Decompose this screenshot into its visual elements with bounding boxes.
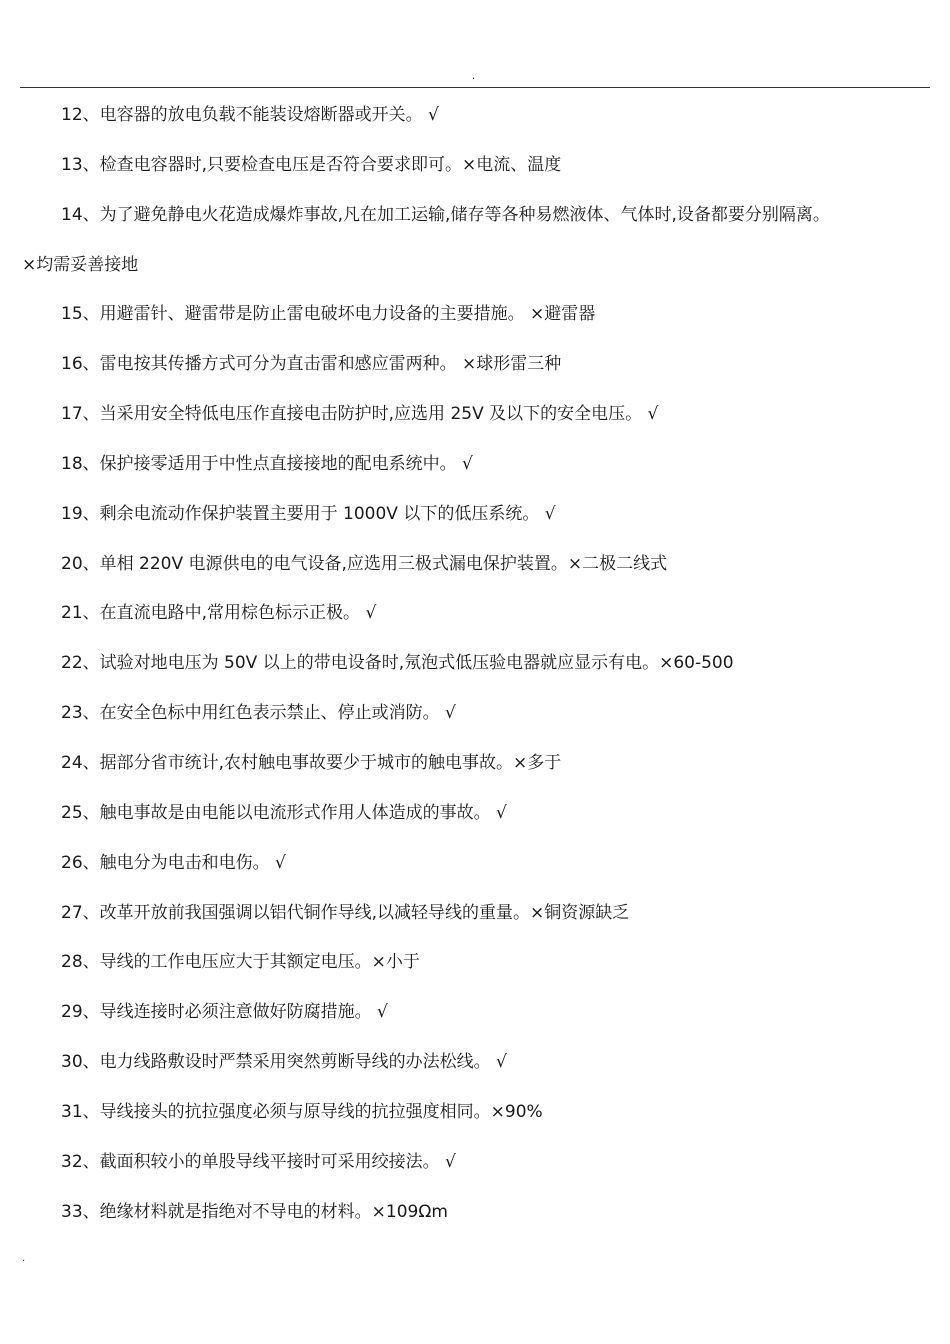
- header-mark: .: [472, 71, 476, 82]
- question-line: 14、为了避免静电火花造成爆炸事故,凡在加工运输,储存等各种易燃液体、气体时,设备都要分别隔离。: [61, 204, 830, 225]
- question-line: 13、检查电容器时,只要检查电压是否符合要求即可。×电流、温度: [61, 154, 562, 175]
- question-line-continuation: ×均需妥善接地: [22, 254, 139, 275]
- question-line: 28、导线的工作电压应大于其额定电压。×小于: [61, 952, 420, 973]
- footer-mark: .: [22, 1253, 26, 1264]
- question-line: 18、保护接零适用于中性点直接接地的配电系统中。 √: [61, 453, 473, 474]
- question-line: 15、用避雷针、避雷带是防止雷电破坏电力设备的主要措施。 ×避雷器: [61, 304, 596, 325]
- question-line: 27、改革开放前我国强调以铝代铜作导线,以减轻导线的重量。×铜资源缺乏: [61, 902, 630, 923]
- question-line: 26、触电分为电击和电伤。 √: [61, 852, 286, 873]
- question-line: 29、导线连接时必须注意做好防腐措施。 √: [61, 1002, 388, 1023]
- question-line: 17、当采用安全特低电压作直接电击防护时,应选用 25V 及以下的安全电压。 √: [61, 404, 659, 425]
- question-line: 32、截面积较小的单股导线平接时可采用绞接法。 √: [61, 1151, 456, 1172]
- question-line: 20、单相 220V 电源供电的电气设备,应选用三极式漏电保护装置。×二极二线式: [61, 553, 668, 574]
- question-line: 22、试验对地电压为 50V 以上的带电设备时,氖泡式低压验电器就应显示有电。×60-500: [61, 653, 734, 674]
- question-line: 23、在安全色标中用红色表示禁止、停止或消防。 √: [61, 703, 456, 724]
- question-line: 24、据部分省市统计,农村触电事故要少于城市的触电事故。×多于: [61, 752, 562, 773]
- question-line: 12、电容器的放电负载不能装设熔断器或开关。 √: [61, 105, 439, 125]
- question-line: 21、在直流电路中,常用棕色标示正极。 √: [61, 603, 377, 624]
- question-line: 33、绝缘材料就是指绝对不导电的材料。×109Ωm: [61, 1201, 448, 1222]
- question-line: 19、剩余电流动作保护装置主要用于 1000V 以下的低压系统。 √: [61, 503, 556, 524]
- question-line: 30、电力线路敷设时严禁采用突然剪断导线的办法松线。 √: [61, 1052, 507, 1073]
- header-rule: [20, 87, 930, 88]
- question-line: 25、触电事故是由电能以电流形式作用人体造成的事故。 √: [61, 802, 507, 823]
- question-line: 16、雷电按其传播方式可分为直击雷和感应雷两种。 ×球形雷三种: [61, 354, 562, 375]
- question-line: 31、导线接头的抗拉强度必须与原导线的抗拉强度相同。×90%: [61, 1101, 543, 1122]
- document-body: [0, 101, 950, 1247]
